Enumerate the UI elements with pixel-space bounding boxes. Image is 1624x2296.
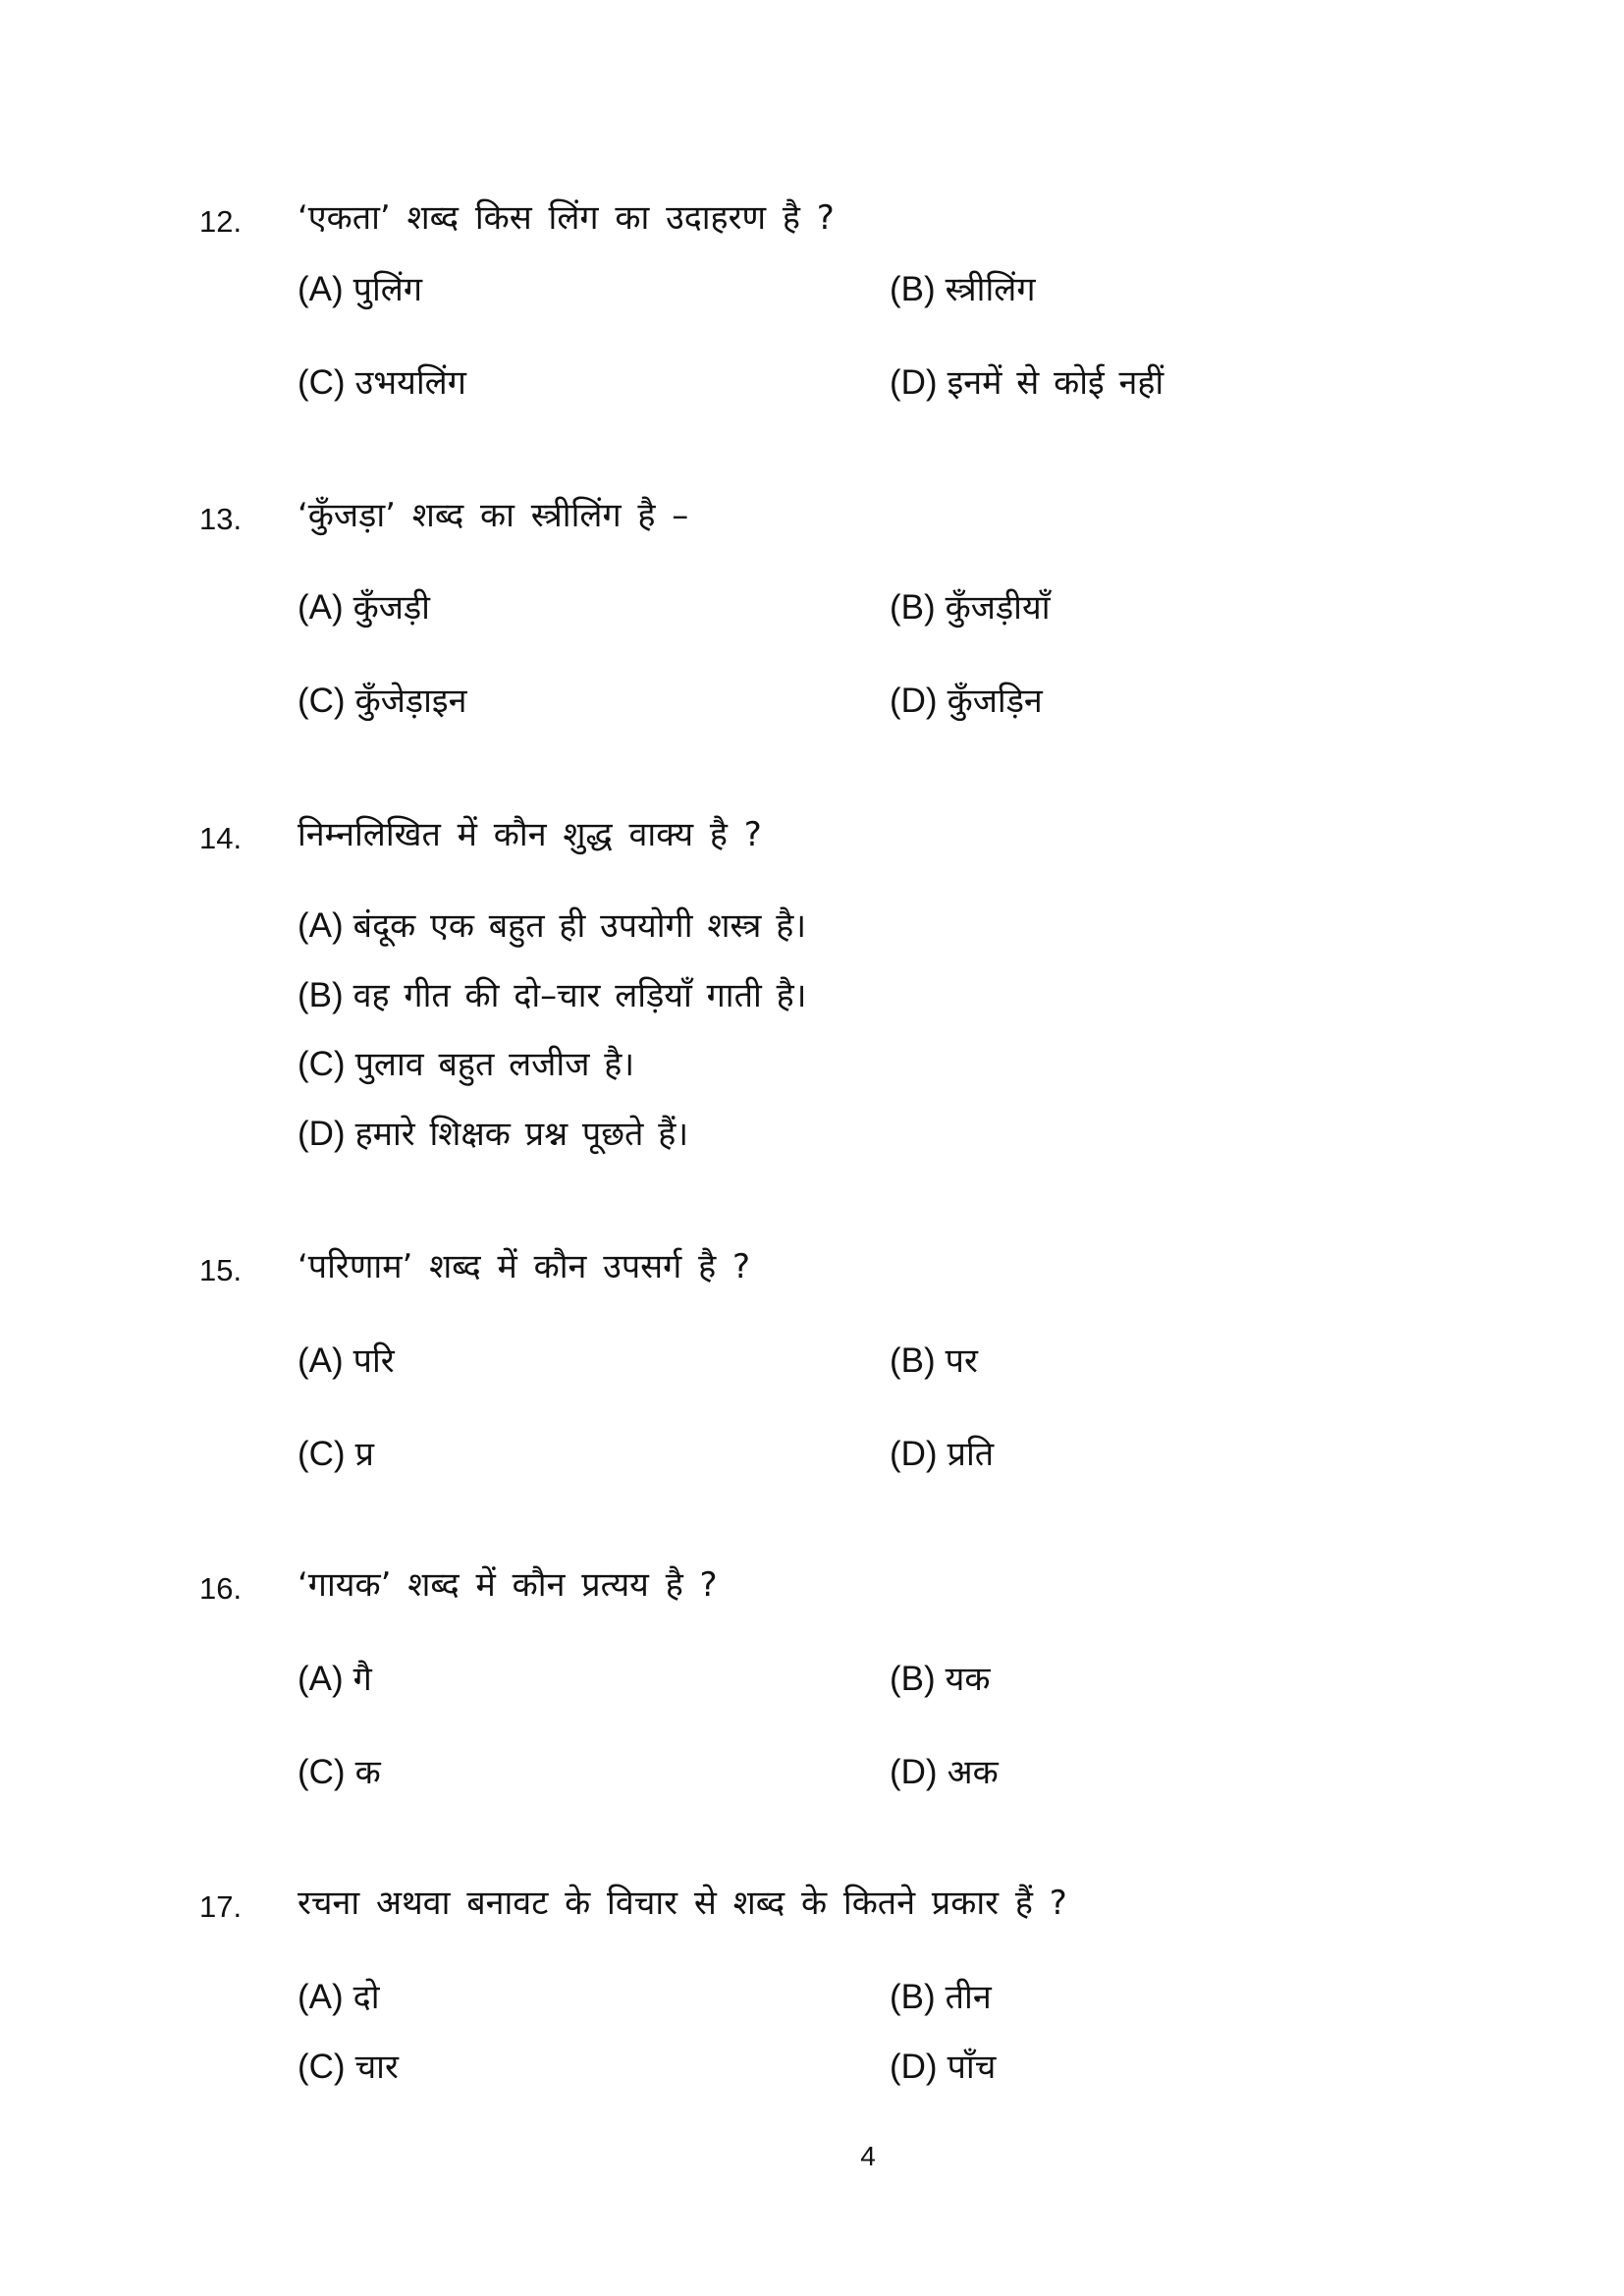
option-c — [298, 1749, 381, 1796]
option-text: कुँजड़ी — [352, 588, 430, 628]
option-label: (D) — [890, 363, 938, 402]
option-text: हमारे शिक्षक प्रश्न पूछते हैं। — [354, 1115, 689, 1154]
option-label: (C) — [298, 1045, 346, 1083]
option-b — [890, 1338, 978, 1385]
option-c — [298, 678, 467, 725]
option-label: (A) — [298, 1660, 344, 1698]
option-text: क — [354, 1753, 381, 1792]
option-text: दो — [352, 1978, 380, 2017]
option-label: (A) — [298, 1978, 344, 2016]
option-label: (C) — [298, 2048, 346, 2086]
option-label: (C) — [298, 1753, 346, 1791]
option-text: वह गीत की दो–चार लड़ियाँ गाती है। — [352, 976, 807, 1015]
option-b — [890, 584, 1051, 631]
question-number: 16. — [199, 1571, 243, 1606]
question-text: ‘परिणाम’ शब्द में कौन उपसर्ग है ? — [298, 1247, 750, 1286]
option-text: कुँजेड़ाइन — [354, 682, 467, 721]
option-c — [298, 1041, 634, 1088]
option-d — [890, 1749, 999, 1796]
option-text: गै — [352, 1660, 372, 1699]
option-a — [298, 1656, 372, 1703]
option-b — [890, 1656, 991, 1703]
option-text: पाँच — [947, 2048, 997, 2087]
option-c — [298, 1431, 374, 1478]
option-c — [298, 2044, 399, 2091]
option-text: परि — [352, 1341, 395, 1381]
question-text: निम्नलिखित में कौन शुद्ध वाक्य है ? — [298, 815, 762, 854]
question-text: ‘एकता’ शब्द किस लिंग का उदाहरण है ? — [298, 198, 835, 238]
option-text: यक — [945, 1660, 991, 1699]
option-label: (B) — [890, 1660, 936, 1698]
option-label: (B) — [890, 270, 936, 308]
option-a — [298, 1974, 380, 2021]
question-number: 12. — [199, 204, 243, 239]
option-text: उभयलिंग — [354, 363, 466, 403]
option-text: पर — [945, 1341, 978, 1381]
option-label: (D) — [890, 682, 938, 720]
option-text: कुँजड़ीयाँ — [945, 588, 1051, 628]
option-text: स्त्रीलिंग — [945, 270, 1036, 309]
option-text: बंदूक एक बहुत ही उपयोगी शस्त्र है। — [352, 906, 807, 946]
option-text: प्रति — [947, 1435, 995, 1474]
option-d — [890, 2044, 996, 2091]
option-a — [298, 902, 806, 950]
option-label: (B) — [298, 976, 344, 1014]
option-d — [890, 678, 1043, 725]
option-d — [890, 1431, 994, 1478]
option-text: पुलाव बहुत लजीज है। — [354, 1045, 635, 1084]
option-label: (C) — [298, 363, 346, 402]
option-b — [298, 972, 807, 1019]
question-number: 17. — [199, 1889, 243, 1924]
option-label: (B) — [890, 1978, 936, 2016]
option-text: प्र — [354, 1435, 374, 1474]
option-b — [890, 1974, 992, 2021]
option-text: कुँजड़िन — [947, 682, 1043, 721]
option-label: (D) — [298, 1115, 346, 1153]
option-label: (D) — [890, 1435, 938, 1473]
option-text: अक — [947, 1753, 999, 1792]
option-label: (A) — [298, 270, 344, 308]
question-number: 14. — [199, 821, 243, 855]
option-d — [890, 359, 1164, 407]
question-text: रचना अथवा बनावट के विचार से शब्द के कितने प्रकार हैं ? — [298, 1884, 1067, 1923]
option-text: पुलिंग — [352, 270, 422, 309]
option-a — [298, 1338, 395, 1385]
question-number: 13. — [199, 502, 243, 536]
option-label: (B) — [890, 1341, 936, 1380]
option-text: इनमें से कोई नहीं — [947, 363, 1164, 403]
option-b — [890, 266, 1035, 313]
option-d — [298, 1111, 688, 1158]
option-label: (A) — [298, 906, 344, 945]
option-label: (D) — [890, 1753, 938, 1791]
option-label: (A) — [298, 588, 344, 627]
option-label: (C) — [298, 682, 346, 720]
option-label: (A) — [298, 1341, 344, 1380]
option-a — [298, 266, 422, 313]
option-label: (B) — [890, 588, 936, 627]
option-label: (D) — [890, 2048, 938, 2086]
option-c — [298, 359, 466, 407]
option-label: (C) — [298, 1435, 346, 1473]
question-number: 15. — [199, 1253, 243, 1287]
question-text: ‘कुँजड़ा’ शब्द का स्त्रीलिंग है – — [298, 496, 689, 535]
page-number: 4 — [860, 2141, 876, 2171]
option-text: तीन — [945, 1978, 992, 2017]
option-a — [298, 584, 430, 631]
question-text: ‘गायक’ शब्द में कौन प्रत्यय है ? — [298, 1565, 718, 1605]
option-text: चार — [354, 2048, 399, 2087]
